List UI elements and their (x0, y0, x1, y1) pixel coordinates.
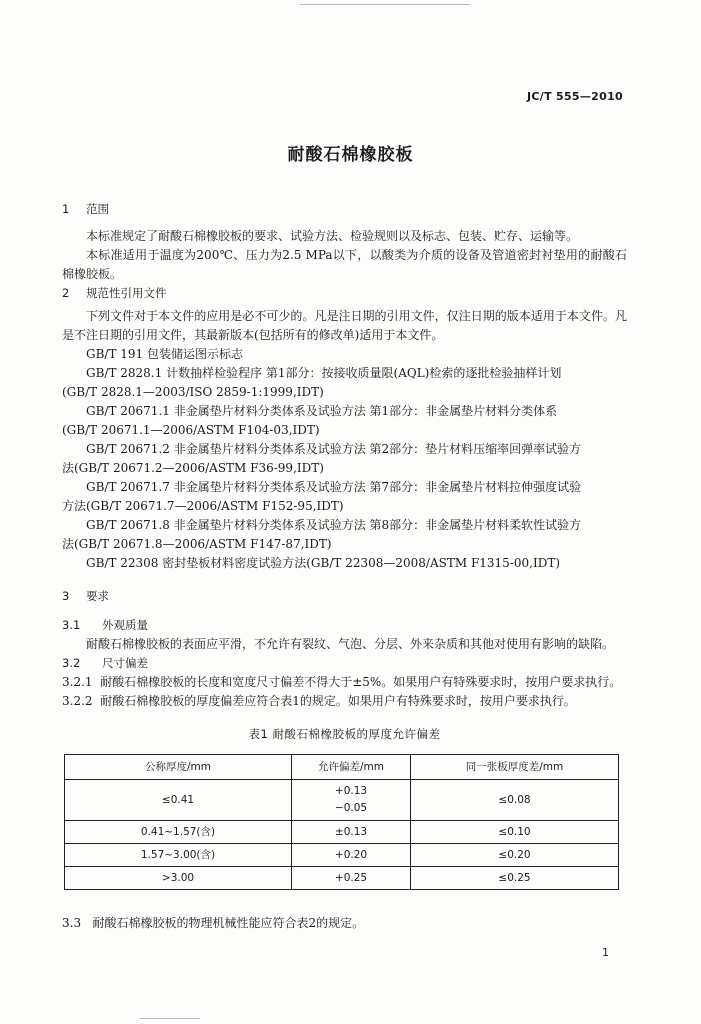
table-caption: 表1 耐酸石棉橡胶板的厚度允许偏差 (248, 727, 441, 741)
reference-item (62, 364, 627, 402)
subsection-number: 3.2 (62, 656, 81, 670)
paragraph: 本标准规定了耐酸石棉橡胶板的要求、试验方法、检验规则以及标志、包装、贮存、运输等。 (86, 229, 579, 243)
reference-item (62, 345, 627, 364)
document-title: 耐酸石棉橡胶板 (287, 145, 414, 165)
table-row (65, 867, 619, 890)
reference-line: GB/T 20671.1 非金属垫片材料分类体系及试验方法 第1部分：非金属垫片材料分类体系 (86, 404, 558, 418)
table-header-row (65, 755, 619, 780)
table-cell: 1.57~3.00(含) (65, 844, 292, 867)
table-cell: ≤0.08 (411, 780, 619, 821)
table-cell: >3.00 (65, 867, 292, 890)
paragraph (62, 692, 627, 711)
section-number: 2 (62, 286, 70, 300)
reference-line: 法(GB/T 20671.2—2006/ASTM F36-99,IDT) (62, 461, 324, 475)
section-title: 要求 (86, 589, 109, 603)
reference-line: 法(GB/T 20671.8—2006/ASTM F147-87,IDT) (62, 537, 332, 551)
scan-artifact (140, 1018, 200, 1019)
section-heading (62, 587, 627, 606)
reference-item (62, 554, 627, 573)
clause-number: 3.2.1 (62, 675, 93, 689)
document-body (62, 200, 627, 933)
paragraph (62, 914, 627, 933)
subsection-title: 尺寸偏差 (102, 656, 148, 670)
clause-text: 耐酸石棉橡胶板的物理机械性能应符合表2的规定。 (92, 916, 365, 930)
subsection-title: 外观质量 (102, 618, 148, 632)
paragraph (62, 673, 627, 692)
table-cell: +0.20 (292, 844, 411, 867)
section-number: 1 (62, 202, 70, 216)
table-cell (292, 780, 411, 821)
section-title: 规范性引用文件 (86, 286, 167, 300)
section-title: 范围 (86, 202, 109, 216)
section-heading (62, 200, 627, 219)
reference-line: (GB/T 2828.1—2003/ISO 2859-1:1999,IDT) (62, 385, 324, 399)
table-cell: ≤0.10 (411, 821, 619, 844)
tolerance-lower: −0.05 (334, 802, 368, 814)
table-cell: ≤0.20 (411, 844, 619, 867)
paragraph: 下列文件对于本文件的应用是必不可少的。凡是注日期的引用文件，仅注日期的版本适用于本文件。凡是不注日期的引用文件，其最新版本(包括所有的修改单)适用于本文件。 (62, 309, 627, 342)
page-number: 1 (602, 946, 609, 959)
reference-line: GB/T 2828.1 计数抽样检验程序 第1部分：按接收质量限(AQL)检索的逐批检验抽样计划 (86, 366, 562, 380)
subsection-number: 3.1 (62, 618, 81, 632)
reference-line: GB/T 20671.2 非金属垫片材料分类体系及试验方法 第2部分：垫片材料压缩率回弹率试验方 (86, 442, 582, 456)
subsection-heading (62, 616, 627, 635)
subsection-heading (62, 654, 627, 673)
table-row (65, 821, 619, 844)
scan-artifact (300, 4, 470, 5)
column-header: 同一张板厚度差/mm (411, 755, 619, 780)
standard-code: JC/T 555—2010 (527, 90, 623, 103)
table-cell: 0.41~1.57(含) (65, 821, 292, 844)
reference-item (62, 478, 627, 516)
tolerance-upper: +0.13 (334, 785, 368, 797)
table-cell: ≤0.25 (411, 867, 619, 890)
reference-item (62, 440, 627, 478)
section-heading (62, 284, 627, 303)
reference-line: GB/T 22308 密封垫板材料密度试验方法(GB/T 22308—2008/ASTM F1315-00,IDT) (86, 556, 561, 570)
clause-number: 3.3 (62, 916, 82, 930)
paragraph: 耐酸石棉橡胶板的表面应平滑，不允许有裂纹、气泡、分层、外来杂质和其他对使用有影响的缺陷。 (86, 637, 615, 651)
table-row (65, 780, 619, 821)
reference-line: GB/T 191 包装储运图示标志 (86, 347, 243, 361)
clause-text: 耐酸石棉橡胶板的长度和宽度尺寸偏差不得大于±5%。如果用户有特殊要求时，按用户要求执行。 (100, 675, 622, 689)
clause-text: 耐酸石棉橡胶板的厚度偏差应符合表1的规定。如果用户有特殊要求时，按用户要求执行。 (100, 694, 576, 708)
reference-line: 方法(GB/T 20671.7—2006/ASTM F152-95,IDT) (62, 499, 344, 513)
reference-item (62, 402, 627, 440)
reference-line: GB/T 20671.7 非金属垫片材料分类体系及试验方法 第7部分：非金属垫片材料拉伸强度试验 (86, 480, 582, 494)
paragraph: 本标准适用于温度为200℃、压力为2.5 MPa以下，以酸类为介质的设备及管道密封衬垫用的耐酸石棉橡胶板。 (62, 248, 627, 281)
column-header: 允许偏差/mm (292, 755, 411, 780)
table-cell: ≤0.41 (65, 780, 292, 821)
section-number: 3 (62, 589, 70, 603)
reference-line: (GB/T 20671.1—2006/ASTM F104-03,IDT) (62, 423, 320, 437)
table-row (65, 844, 619, 867)
reference-item (62, 516, 627, 554)
table-cell: +0.25 (292, 867, 411, 890)
table-cell: ±0.13 (292, 821, 411, 844)
reference-line: GB/T 20671.8 非金属垫片材料分类体系及试验方法 第8部分：非金属垫片材料柔软性试验方 (86, 518, 582, 532)
column-header: 公称厚度/mm (65, 755, 292, 780)
thickness-tolerance-table (64, 754, 619, 890)
clause-number: 3.2.2 (62, 694, 93, 708)
